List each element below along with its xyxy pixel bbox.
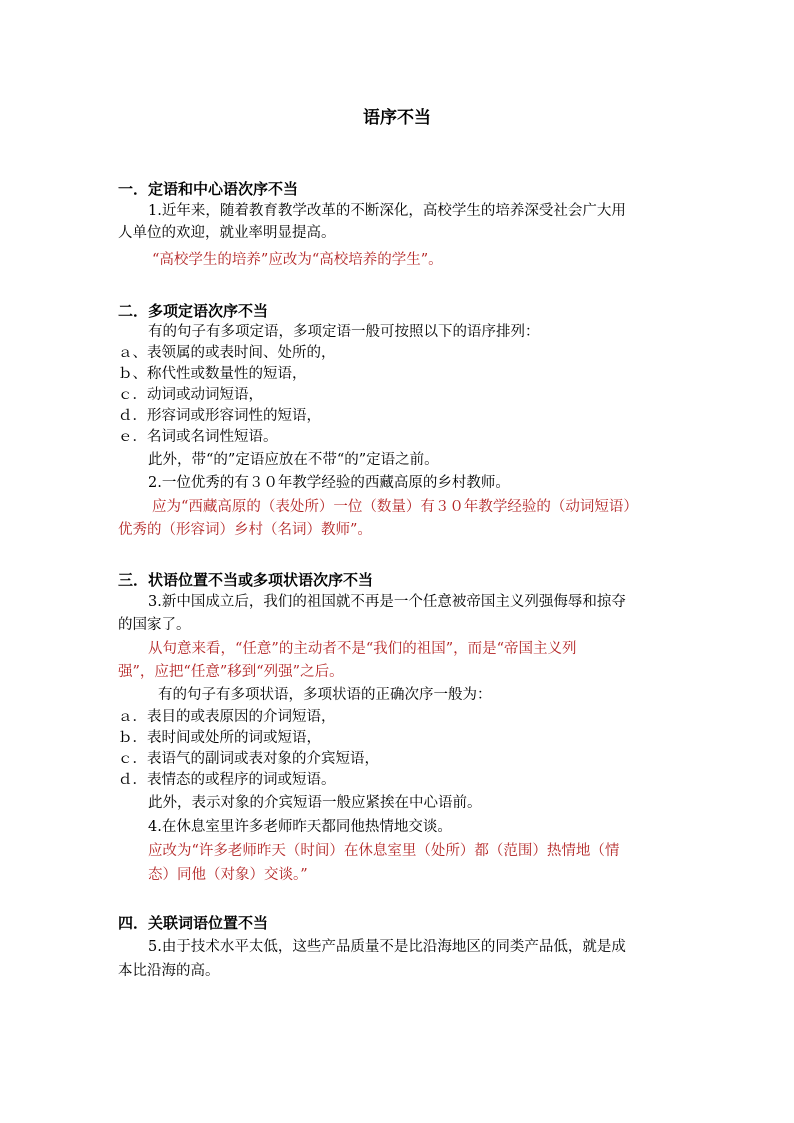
correction-text: 强”，应把“任意”移到“列强”之后。 <box>118 664 344 680</box>
section-heading: 二．多项定语次序不当 <box>118 302 269 320</box>
body-text: 此外，带“的”定语应放在不带“的”定语之前。 <box>148 452 439 468</box>
example-sentence: 4.在休息室里许多老师昨天都同他热情地交谈。 <box>148 819 452 835</box>
section-heading: 三．状语位置不当或多项状语次序不当 <box>118 571 374 589</box>
list-item: ｃ．表语气的副词或表对象的介宾短语， <box>118 751 379 767</box>
example-sentence: 本比沿海的高。 <box>118 963 220 979</box>
correction-text: 应改为“许多老师昨天（时间）在休息室里（处所）都（范围）热情地（情 <box>148 843 620 859</box>
section-heading: 一．定语和中心语次序不当 <box>118 180 299 198</box>
example-sentence: 5.由于技术水平太低，这些产品质量不是比沿海地区的同类产品低，就是成 <box>148 939 626 955</box>
list-item: ｄ．表情态的或程序的词或短语。 <box>118 772 336 788</box>
correction-text: “高校学生的培养”应改为“高校培养的学生”。 <box>152 252 443 268</box>
correction-text: 态）同他（对象）交谈。” <box>148 867 308 883</box>
body-text: 有的句子有多项定语，多项定语一般可按照以下的语序排列： <box>148 324 540 340</box>
example-sentence: 的国家了。 <box>118 617 191 633</box>
example-sentence: 3.新中国成立后，我们的祖国就不再是一个任意被帝国主义列强侮辱和掠夺 <box>148 594 626 610</box>
body-text: 此外，表示对象的介宾短语一般应紧挨在中心语前。 <box>148 795 482 811</box>
example-sentence: 人单位的欢迎，就业率明显提高。 <box>118 225 336 241</box>
list-item: ｂ．表时间或处所的词或短语， <box>118 730 321 746</box>
correction-text: 应为“西藏高原的（表处所）一位（数量）有３０年教学经验的（动词短语） <box>152 499 638 515</box>
correction-text: 从句意来看，“任意”的主动者不是“我们的祖国”，而是“帝国主义列 <box>148 641 577 657</box>
list-item: ｂ、称代性或数量性的短语， <box>118 366 307 382</box>
list-item: ｄ．形容词或形容词性的短语， <box>118 408 321 424</box>
list-item: ａ．表目的或表原因的介词短语， <box>118 709 336 725</box>
list-item: ｃ．动词或动词短语， <box>118 387 263 403</box>
list-item: ｅ．名词或名词性短语。 <box>118 429 278 445</box>
list-item: ａ、表领属的或表时间、处所的， <box>118 345 336 361</box>
example-sentence: 2.一位优秀的有３０年教学经验的西藏高原的乡村教师。 <box>148 475 510 491</box>
correction-text: 优秀的（形容词）乡村（名词）教师”。 <box>118 522 372 538</box>
document-title: 语序不当 <box>363 108 431 128</box>
example-sentence: 1.近年来，随着教育教学改革的不断深化，高校学生的培养深受社会广大用 <box>148 203 626 219</box>
section-heading: 四．关联词语位置不当 <box>118 914 269 932</box>
body-text: 有的句子有多项状语，多项状语的正确次序一般为： <box>158 687 492 703</box>
